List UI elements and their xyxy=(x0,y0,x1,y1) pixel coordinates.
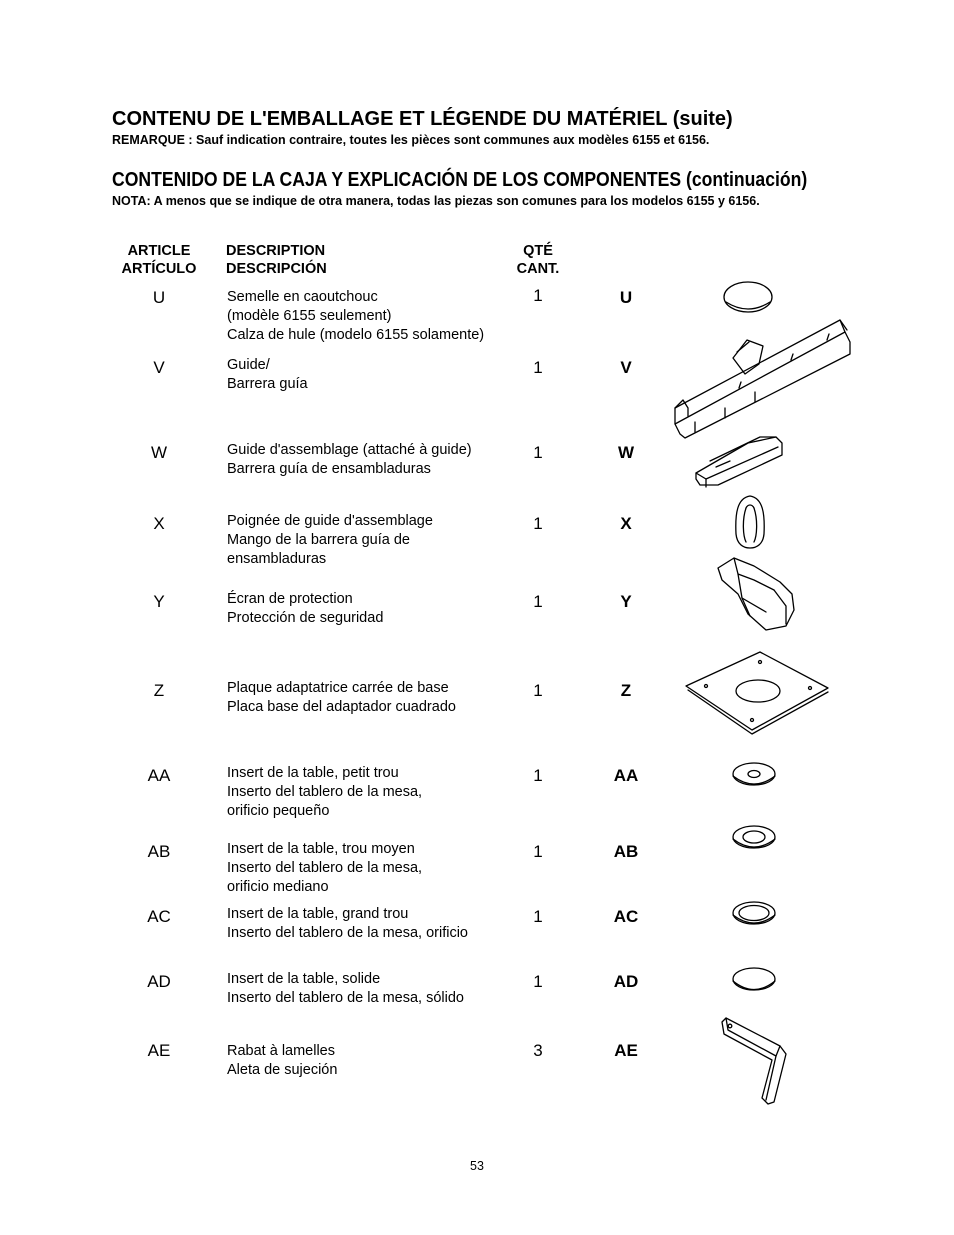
insert-solid-icon xyxy=(730,966,778,998)
description-line: Placa base del adaptador cuadrado xyxy=(227,699,456,715)
description-line: Aleta de sujeción xyxy=(227,1062,338,1078)
rubber-foot-icon xyxy=(720,280,776,316)
insert-small-hole-icon xyxy=(730,760,778,792)
column-header-article-fr: ARTICLE xyxy=(127,243,191,259)
description-line: Poignée de guide d'assemblage xyxy=(227,513,433,529)
page-number: 53 xyxy=(470,1159,484,1173)
illustration-label: X xyxy=(620,514,632,533)
description-line: Insert de la table, trou moyen xyxy=(227,841,415,857)
column-header-quantity-fr: QTÉ xyxy=(523,243,553,259)
description-line: Insert de la table, petit trou xyxy=(227,765,399,781)
item-letter: Z xyxy=(153,681,165,700)
item-description xyxy=(227,356,527,394)
insert-medium-hole-icon xyxy=(730,823,778,855)
item-description xyxy=(227,840,527,897)
item-quantity: 1 xyxy=(533,766,543,785)
item-description xyxy=(227,512,527,569)
item-quantity: 1 xyxy=(533,842,543,861)
illustration-label: Z xyxy=(620,681,632,700)
heading-french: CONTENU DE L'EMBALLAGE ET LÉGENDE DU MATÉRIEL (suite) xyxy=(112,108,733,130)
illustration-label: AE xyxy=(614,1041,638,1060)
item-description xyxy=(227,590,527,628)
item-quantity: 1 xyxy=(533,443,543,462)
column-header-article-es: ARTÍCULO xyxy=(121,261,197,277)
note-french: REMARQUE : Sauf indication contraire, toutes les pièces sont communes aux modèles 6155 et 6156. xyxy=(112,133,710,147)
description-line: Calza de hule (modelo 6155 solamente) xyxy=(227,327,485,343)
illustration-label: W xyxy=(617,443,635,462)
illustration-label: AB xyxy=(613,842,639,861)
description-line: Inserto del tablero de la mesa, orificio xyxy=(227,925,468,941)
item-description xyxy=(227,441,527,479)
description-line: Barrera guía xyxy=(227,376,308,392)
item-description xyxy=(227,1042,527,1080)
illustration-label: AD xyxy=(613,972,639,991)
featherboard-icon xyxy=(716,1014,792,1108)
item-description xyxy=(227,764,527,821)
column-header-description-fr: DESCRIPTION xyxy=(226,243,326,259)
fence-icon xyxy=(655,312,855,442)
item-letter: W xyxy=(150,443,168,462)
item-letter: V xyxy=(153,358,165,377)
description-line: Rabat à lamelles xyxy=(227,1043,335,1059)
description-line: orificio mediano xyxy=(227,879,329,895)
description-line: Inserto del tablero de la mesa, xyxy=(227,860,423,876)
description-line: Mango de la barrera guía de xyxy=(227,532,410,548)
description-line: Insert de la table, grand trou xyxy=(227,906,409,922)
item-letter: X xyxy=(153,514,165,533)
item-quantity: 1 xyxy=(533,358,543,377)
item-letter: AA xyxy=(147,766,171,785)
item-description xyxy=(227,970,527,1008)
column-header-quantity xyxy=(508,242,568,278)
description-line: Écran de protection xyxy=(227,591,353,607)
joinery-fence-icon xyxy=(690,433,790,491)
note-spanish: NOTA: A menos que se indique de otra manera, todas las piezas son comunes para los modelos 6155 y 6156. xyxy=(112,194,760,208)
description-line: (modèle 6155 seulement) xyxy=(227,308,392,324)
item-description xyxy=(227,288,527,345)
description-line: Guide d'assemblage (attaché à guide) xyxy=(227,442,472,458)
illustration-label: AA xyxy=(613,766,639,785)
insert-large-hole-icon xyxy=(730,899,778,931)
column-header-description-es: DESCRIPCIÓN xyxy=(226,261,327,277)
description-line: Semelle en caoutchouc xyxy=(227,289,378,305)
illustration-label: V xyxy=(620,358,632,377)
item-letter: AD xyxy=(147,972,171,991)
description-line: Guide/ xyxy=(227,357,270,373)
description-line: Plaque adaptatrice carrée de base xyxy=(227,680,449,696)
column-header-quantity-es: CANT. xyxy=(516,261,560,277)
item-quantity: 1 xyxy=(533,972,543,991)
item-quantity: 1 xyxy=(533,514,543,533)
description-line: Protección de seguridad xyxy=(227,610,384,626)
square-base-plate-icon xyxy=(682,650,832,734)
heading-spanish: CONTENIDO DE LA CAJA Y EXPLICACIÓN DE LOS COMPONENTES (continuación) xyxy=(112,169,808,191)
item-description xyxy=(227,905,527,943)
illustration-label: AC xyxy=(613,907,639,926)
item-letter: Y xyxy=(153,592,165,611)
description-line: orificio pequeño xyxy=(227,803,330,819)
column-header-description xyxy=(226,242,327,278)
item-quantity: 1 xyxy=(533,681,543,700)
fence-handle-icon xyxy=(731,494,769,552)
description-line: Inserto del tablero de la mesa, sólido xyxy=(227,990,464,1006)
description-line: ensambladuras xyxy=(227,551,327,567)
item-quantity: 1 xyxy=(533,907,543,926)
item-description xyxy=(227,679,527,717)
item-quantity: 1 xyxy=(533,592,543,611)
illustration-label: Y xyxy=(620,592,632,611)
item-letter: AB xyxy=(147,842,171,861)
item-quantity: 3 xyxy=(533,1041,543,1060)
description-line: Barrera guía de ensambladuras xyxy=(227,461,431,477)
item-letter: U xyxy=(152,288,166,307)
item-letter: AE xyxy=(147,1041,171,1060)
safety-guard-icon xyxy=(714,554,800,634)
illustration-label: U xyxy=(619,288,633,307)
description-line: Inserto del tablero de la mesa, xyxy=(227,784,423,800)
item-letter: AC xyxy=(147,907,171,926)
description-line: Insert de la table, solide xyxy=(227,971,381,987)
item-quantity: 1 xyxy=(533,286,543,305)
column-header-article xyxy=(114,242,204,278)
